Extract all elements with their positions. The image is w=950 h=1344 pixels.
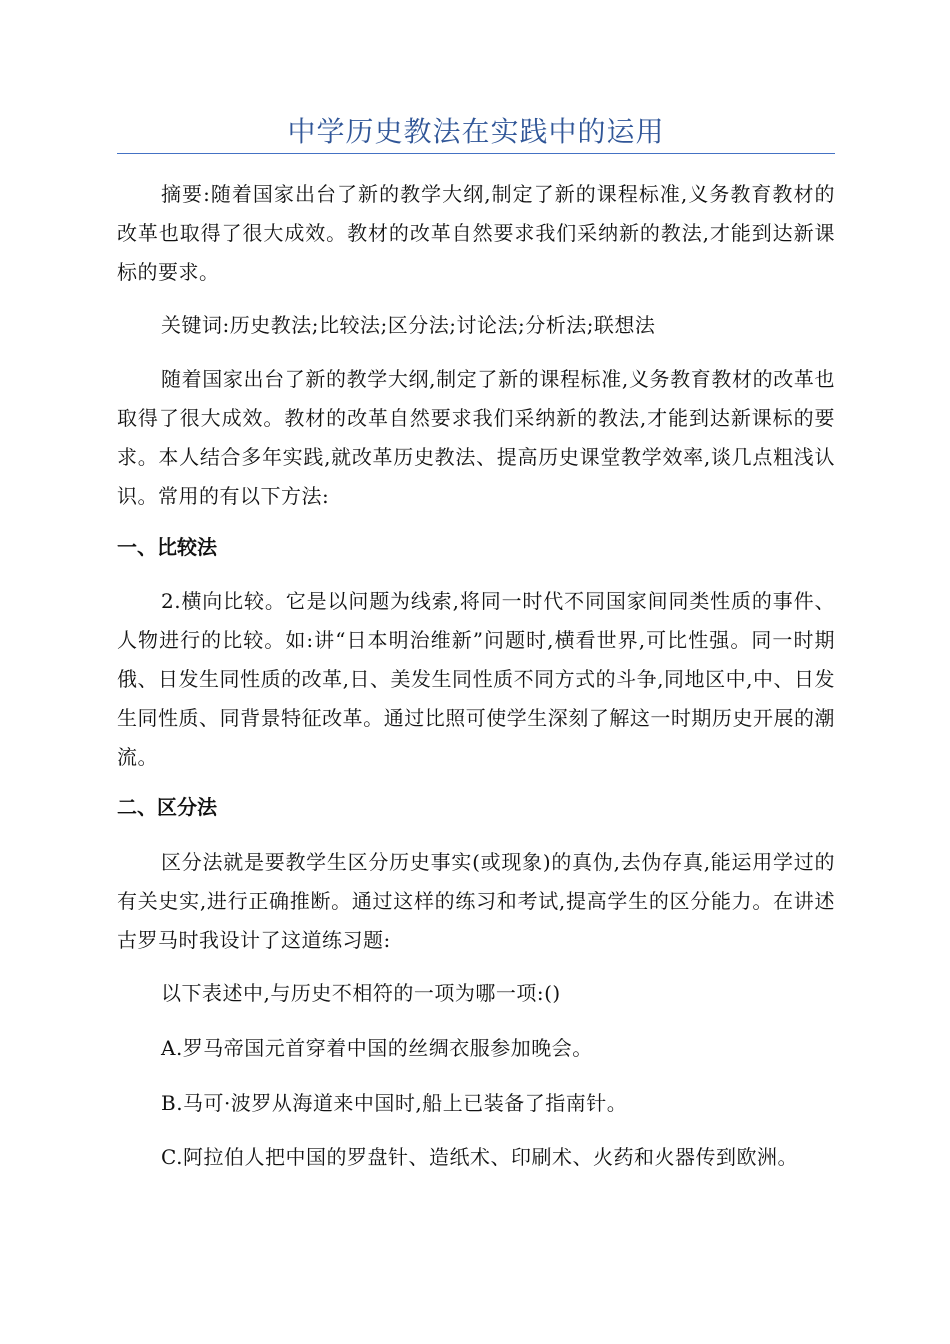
intro-paragraph: 随着国家出台了新的教学大纲,制定了新的课程标准,义务教育教材的改革也取得了很大成效。教材的改革自然要求我们采纳新的教法,才能到达新课标的要求。本人结合多年实践,就改革历史教法、提高历史课堂教学效率,谈几点粗浅认识。常用的有以下方法:	[117, 367, 835, 508]
section-heading-distinction: 二、区分法	[117, 795, 217, 819]
document-title: 中学历史教法在实践中的运用	[287, 115, 665, 148]
keywords-paragraph: 关键词:历史教法;比较法;区分法;讨论法;分析法;联想法	[161, 313, 656, 337]
exercise-option-b: B.马可·波罗从海道来中国时,船上已装备了指南针。	[161, 1091, 628, 1115]
exercise-option-c: C.阿拉伯人把中国的罗盘针、造纸术、印刷术、火药和火器传到欧洲。	[161, 1145, 798, 1169]
abstract-paragraph: 摘要:随着国家出台了新的教学大纲,制定了新的课程标准,义务教育教材的改革也取得了很大成效。教材的改革自然要求我们采纳新的教法,才能到达新课标的要求。	[117, 182, 835, 284]
exercise-option-a: A.罗马帝国元首穿着中国的丝绸衣服参加晚会。	[161, 1036, 593, 1060]
comparison-paragraph: 2.横向比较。它是以问题为线索,将同一时代不同国家间同类性质的事件、人物进行的比较。如:讲“日本明治维新”问题时,横看世界,可比性强。同一时期俄、日发生同性质的改革,日、美发生同性质不同方式的斗争,同地区中,中、日发生同性质、同背景特征改革。通过比照可使学生深刻了解这一时期历史开展的潮流。	[117, 589, 835, 769]
exercise-question: 以下表述中,与历史不相符的一项为哪一项:()	[161, 981, 561, 1005]
title-underline	[117, 153, 835, 154]
distinction-paragraph: 区分法就是要教学生区分历史事实(或现象)的真伪,去伪存真,能运用学过的有关史实,进行正确推断。通过这样的练习和考试,提高学生的区分能力。在讲述古罗马时我设计了这道练习题:	[117, 850, 835, 952]
section-heading-comparison: 一、比较法	[117, 535, 217, 559]
